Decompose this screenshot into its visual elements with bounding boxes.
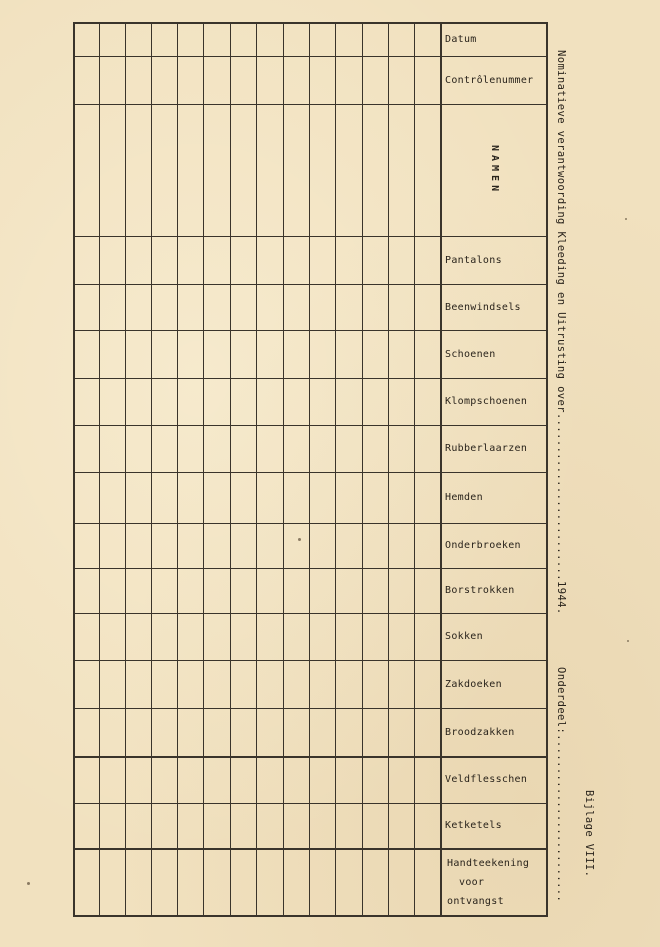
row-label-text: Onderbroeken: [445, 540, 521, 551]
row-label-text: Sokken: [445, 631, 483, 642]
row-label-text: Veldflesschen: [445, 774, 528, 785]
row-label-onderbroeken: [441, 523, 548, 568]
row-label-text: voor: [459, 877, 485, 888]
column-divider: [414, 22, 415, 917]
paper-speck: [27, 882, 30, 885]
row-label-text: Contrôlenummer: [445, 74, 534, 86]
row-label-borstrokken: [441, 568, 548, 613]
column-divider: [335, 22, 336, 917]
column-divider: [230, 22, 231, 917]
inventory-form-table: [73, 22, 548, 917]
row-label-controlenummer: [441, 56, 548, 104]
row-label-text: Beenwindsels: [445, 301, 521, 313]
column-divider: [362, 22, 363, 917]
row-label-text: Handteekening: [447, 858, 530, 869]
column-divider: [283, 22, 284, 917]
column-divider: [256, 22, 257, 917]
row-label-text: Klompschoenen: [445, 396, 528, 407]
row-label-pantalons: [441, 236, 548, 284]
row-label-schoenen: [441, 330, 548, 378]
column-divider: [151, 22, 152, 917]
row-label-beenwindsels: [441, 284, 548, 330]
row-label-text: Zakdoeken: [445, 678, 502, 690]
row-label-zakdoeken: [441, 660, 548, 708]
row-label-text: ontvangst: [447, 896, 504, 907]
table-border-bottom: [73, 915, 548, 917]
row-label-sokken: [441, 613, 548, 660]
column-divider: [309, 22, 310, 917]
row-label-text: Pantalons: [445, 254, 502, 266]
row-label-klompschoenen: [441, 378, 548, 425]
row-label-rubberlaarzen: [441, 425, 548, 472]
row-label-handteekening: [441, 850, 548, 915]
row-label-text: Hemden: [445, 492, 483, 503]
row-label-text: NAMEN: [489, 144, 500, 196]
paper-speck: [625, 218, 627, 220]
row-label-text: Schoenen: [445, 348, 496, 360]
column-divider: [203, 22, 204, 917]
row-label-broodzakken: [441, 708, 548, 756]
bijlage-label: Bijlage VIII.: [583, 790, 595, 878]
column-divider: [99, 22, 100, 917]
row-label-ketketels: [441, 803, 548, 848]
onderdeel-field: Onderdeel:.........................: [555, 667, 567, 903]
column-divider: [388, 22, 389, 917]
column-divider: [125, 22, 126, 917]
paper-speck: [627, 640, 629, 642]
row-label-hemden: [441, 472, 548, 523]
row-label-text: Broodzakken: [445, 726, 515, 738]
table-border-left: [73, 22, 75, 917]
paper-speck: [298, 538, 301, 541]
row-label-datum: [441, 22, 548, 56]
row-label-text: Borstrokken: [445, 585, 515, 596]
row-label-namen: [441, 104, 548, 236]
row-label-text: Ketketels: [445, 820, 502, 831]
row-label-text: Rubberlaarzen: [445, 443, 528, 454]
column-divider: [177, 22, 178, 917]
form-title: Nominatieve verantwoording Kleeding en Uitrusting over.........................1944.: [555, 50, 567, 615]
row-label-veldflesschen: [441, 756, 548, 803]
row-label-text: Datum: [445, 33, 477, 45]
